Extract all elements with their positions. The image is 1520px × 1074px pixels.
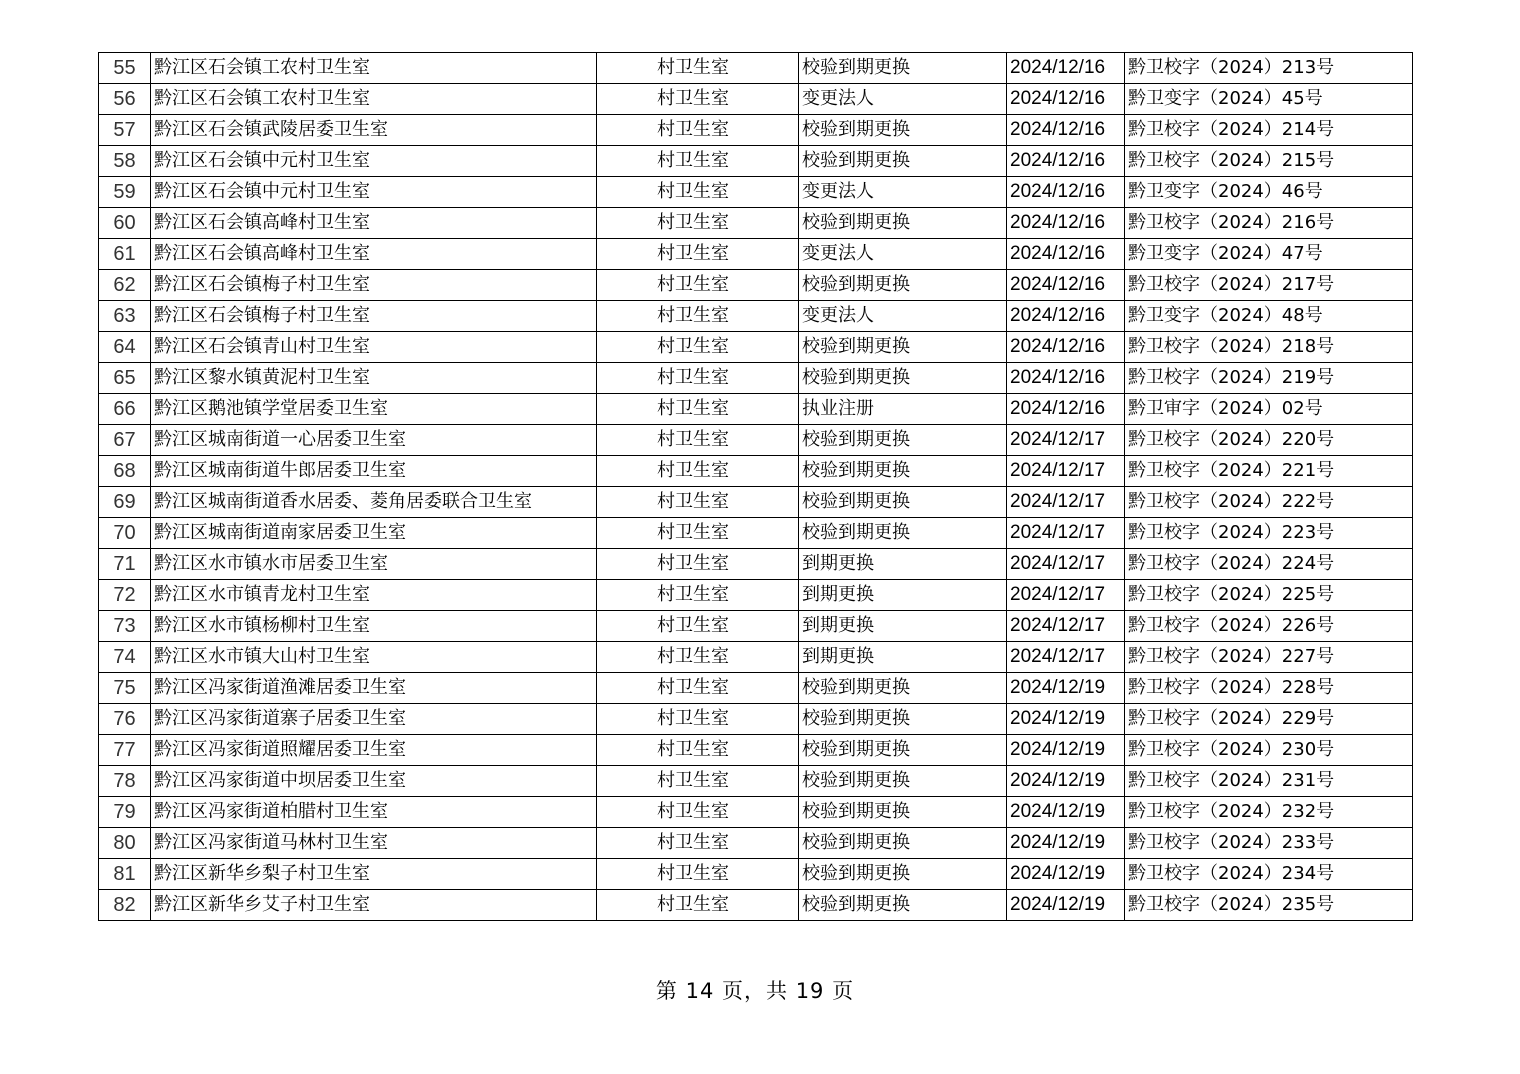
license-item-cell: 变更法人	[799, 177, 1007, 208]
document-number-cell: 黔卫校字（2024）235号	[1125, 890, 1413, 921]
facility-type-cell: 村卫生室	[597, 611, 799, 642]
approval-date-cell: 2024/12/19	[1007, 766, 1125, 797]
row-number-cell: 81	[99, 859, 151, 890]
facility-type-cell: 村卫生室	[597, 580, 799, 611]
license-item-cell: 执业注册	[799, 394, 1007, 425]
license-item-cell: 校验到期更换	[799, 859, 1007, 890]
facility-name-cell: 黔江区水市镇杨柳村卫生室	[151, 611, 597, 642]
license-item-cell: 校验到期更换	[799, 828, 1007, 859]
license-item-cell: 变更法人	[799, 301, 1007, 332]
facility-type-cell: 村卫生室	[597, 456, 799, 487]
document-number-cell: 黔卫校字（2024）223号	[1125, 518, 1413, 549]
table-row	[99, 239, 1413, 270]
facility-name-cell: 黔江区冯家街道寨子居委卫生室	[151, 704, 597, 735]
document-number-cell: 黔卫校字（2024）232号	[1125, 797, 1413, 828]
facility-type-cell: 村卫生室	[597, 394, 799, 425]
row-number-cell: 70	[99, 518, 151, 549]
document-number-cell: 黔卫校字（2024）216号	[1125, 208, 1413, 239]
approval-date-cell: 2024/12/16	[1007, 301, 1125, 332]
facility-type-cell: 村卫生室	[597, 828, 799, 859]
table-row	[99, 115, 1413, 146]
document-number-cell: 黔卫校字（2024）228号	[1125, 673, 1413, 704]
table-row	[99, 611, 1413, 642]
facility-name-cell: 黔江区石会镇梅子村卫生室	[151, 270, 597, 301]
facility-name-cell: 黔江区新华乡艾子村卫生室	[151, 890, 597, 921]
license-item-cell: 校验到期更换	[799, 890, 1007, 921]
document-number-cell: 黔卫变字（2024）46号	[1125, 177, 1413, 208]
facility-name-cell: 黔江区石会镇高峰村卫生室	[151, 239, 597, 270]
facility-name-cell: 黔江区冯家街道马林村卫生室	[151, 828, 597, 859]
facility-name-cell: 黔江区冯家街道渔滩居委卫生室	[151, 673, 597, 704]
license-item-cell: 变更法人	[799, 84, 1007, 115]
facility-type-cell: 村卫生室	[597, 363, 799, 394]
approval-date-cell: 2024/12/17	[1007, 456, 1125, 487]
license-item-cell: 校验到期更换	[799, 704, 1007, 735]
facility-type-cell: 村卫生室	[597, 704, 799, 735]
table-row	[99, 456, 1413, 487]
license-item-cell: 校验到期更换	[799, 425, 1007, 456]
table-row	[99, 518, 1413, 549]
records-table-body	[99, 53, 1413, 921]
footer-current-page: 14	[685, 979, 715, 1003]
table-row	[99, 146, 1413, 177]
table-row	[99, 177, 1413, 208]
document-number-cell: 黔卫校字（2024）230号	[1125, 735, 1413, 766]
license-item-cell: 校验到期更换	[799, 487, 1007, 518]
document-number-cell: 黔卫校字（2024）214号	[1125, 115, 1413, 146]
records-table	[98, 52, 1413, 921]
license-item-cell: 校验到期更换	[799, 363, 1007, 394]
table-row	[99, 301, 1413, 332]
document-number-cell: 黔卫校字（2024）225号	[1125, 580, 1413, 611]
facility-type-cell: 村卫生室	[597, 146, 799, 177]
approval-date-cell: 2024/12/16	[1007, 363, 1125, 394]
footer-middle: 页，共	[722, 979, 788, 1003]
facility-name-cell: 黔江区黎水镇黄泥村卫生室	[151, 363, 597, 394]
document-number-cell: 黔卫校字（2024）231号	[1125, 766, 1413, 797]
table-row	[99, 828, 1413, 859]
approval-date-cell: 2024/12/17	[1007, 642, 1125, 673]
row-number-cell: 60	[99, 208, 151, 239]
license-item-cell: 校验到期更换	[799, 797, 1007, 828]
document-number-cell: 黔卫校字（2024）218号	[1125, 332, 1413, 363]
facility-type-cell: 村卫生室	[597, 115, 799, 146]
document-number-cell: 黔卫校字（2024）213号	[1125, 53, 1413, 84]
license-item-cell: 校验到期更换	[799, 208, 1007, 239]
license-item-cell: 校验到期更换	[799, 673, 1007, 704]
facility-type-cell: 村卫生室	[597, 239, 799, 270]
row-number-cell: 71	[99, 549, 151, 580]
row-number-cell: 75	[99, 673, 151, 704]
approval-date-cell: 2024/12/16	[1007, 208, 1125, 239]
license-item-cell: 校验到期更换	[799, 115, 1007, 146]
row-number-cell: 62	[99, 270, 151, 301]
footer-total-pages: 19	[795, 979, 825, 1003]
footer-suffix: 页	[832, 979, 855, 1003]
document-number-cell: 黔卫变字（2024）47号	[1125, 239, 1413, 270]
license-item-cell: 校验到期更换	[799, 735, 1007, 766]
table-row	[99, 425, 1413, 456]
row-number-cell: 69	[99, 487, 151, 518]
facility-type-cell: 村卫生室	[597, 797, 799, 828]
facility-name-cell: 黔江区城南街道一心居委卫生室	[151, 425, 597, 456]
facility-type-cell: 村卫生室	[597, 735, 799, 766]
row-number-cell: 73	[99, 611, 151, 642]
document-number-cell: 黔卫校字（2024）221号	[1125, 456, 1413, 487]
facility-name-cell: 黔江区石会镇中元村卫生室	[151, 177, 597, 208]
facility-type-cell: 村卫生室	[597, 53, 799, 84]
table-row	[99, 549, 1413, 580]
table-row	[99, 673, 1413, 704]
facility-name-cell: 黔江区城南街道南家居委卫生室	[151, 518, 597, 549]
table-row	[99, 84, 1413, 115]
row-number-cell: 66	[99, 394, 151, 425]
row-number-cell: 76	[99, 704, 151, 735]
document-number-cell: 黔卫变字（2024）48号	[1125, 301, 1413, 332]
row-number-cell: 64	[99, 332, 151, 363]
approval-date-cell: 2024/12/16	[1007, 53, 1125, 84]
approval-date-cell: 2024/12/16	[1007, 270, 1125, 301]
document-number-cell: 黔卫校字（2024）224号	[1125, 549, 1413, 580]
row-number-cell: 58	[99, 146, 151, 177]
row-number-cell: 82	[99, 890, 151, 921]
table-row	[99, 642, 1413, 673]
row-number-cell: 61	[99, 239, 151, 270]
facility-name-cell: 黔江区水市镇大山村卫生室	[151, 642, 597, 673]
table-row	[99, 890, 1413, 921]
table-row	[99, 363, 1413, 394]
facility-name-cell: 黔江区石会镇高峰村卫生室	[151, 208, 597, 239]
facility-name-cell: 黔江区石会镇中元村卫生室	[151, 146, 597, 177]
row-number-cell: 67	[99, 425, 151, 456]
approval-date-cell: 2024/12/16	[1007, 394, 1125, 425]
license-item-cell: 校验到期更换	[799, 146, 1007, 177]
approval-date-cell: 2024/12/16	[1007, 84, 1125, 115]
facility-name-cell: 黔江区冯家街道照耀居委卫生室	[151, 735, 597, 766]
license-item-cell: 校验到期更换	[799, 518, 1007, 549]
document-number-cell: 黔卫校字（2024）215号	[1125, 146, 1413, 177]
table-row	[99, 859, 1413, 890]
facility-type-cell: 村卫生室	[597, 177, 799, 208]
facility-name-cell: 黔江区新华乡梨子村卫生室	[151, 859, 597, 890]
approval-date-cell: 2024/12/19	[1007, 735, 1125, 766]
facility-type-cell: 村卫生室	[597, 332, 799, 363]
table-row	[99, 487, 1413, 518]
license-item-cell: 到期更换	[799, 580, 1007, 611]
facility-name-cell: 黔江区水市镇青龙村卫生室	[151, 580, 597, 611]
row-number-cell: 77	[99, 735, 151, 766]
facility-name-cell: 黔江区冯家街道柏腊村卫生室	[151, 797, 597, 828]
document-number-cell: 黔卫校字（2024）229号	[1125, 704, 1413, 735]
facility-name-cell: 黔江区冯家街道中坝居委卫生室	[151, 766, 597, 797]
approval-date-cell: 2024/12/17	[1007, 425, 1125, 456]
license-item-cell: 校验到期更换	[799, 53, 1007, 84]
approval-date-cell: 2024/12/19	[1007, 797, 1125, 828]
facility-name-cell: 黔江区石会镇梅子村卫生室	[151, 301, 597, 332]
facility-name-cell: 黔江区城南街道牛郎居委卫生室	[151, 456, 597, 487]
document-number-cell: 黔卫校字（2024）233号	[1125, 828, 1413, 859]
facility-type-cell: 村卫生室	[597, 84, 799, 115]
approval-date-cell: 2024/12/19	[1007, 859, 1125, 890]
document-number-cell: 黔卫校字（2024）219号	[1125, 363, 1413, 394]
row-number-cell: 65	[99, 363, 151, 394]
document-number-cell: 黔卫校字（2024）226号	[1125, 611, 1413, 642]
table-row	[99, 332, 1413, 363]
approval-date-cell: 2024/12/17	[1007, 580, 1125, 611]
row-number-cell: 56	[99, 84, 151, 115]
approval-date-cell: 2024/12/16	[1007, 177, 1125, 208]
row-number-cell: 79	[99, 797, 151, 828]
table-row	[99, 735, 1413, 766]
license-item-cell: 变更法人	[799, 239, 1007, 270]
document-number-cell: 黔卫校字（2024）227号	[1125, 642, 1413, 673]
approval-date-cell: 2024/12/16	[1007, 146, 1125, 177]
row-number-cell: 80	[99, 828, 151, 859]
row-number-cell: 68	[99, 456, 151, 487]
table-row	[99, 208, 1413, 239]
facility-type-cell: 村卫生室	[597, 673, 799, 704]
approval-date-cell: 2024/12/17	[1007, 549, 1125, 580]
license-item-cell: 校验到期更换	[799, 456, 1007, 487]
facility-type-cell: 村卫生室	[597, 549, 799, 580]
document-number-cell: 黔卫变字（2024）45号	[1125, 84, 1413, 115]
approval-date-cell: 2024/12/19	[1007, 890, 1125, 921]
license-item-cell: 校验到期更换	[799, 270, 1007, 301]
table-row	[99, 704, 1413, 735]
document-number-cell: 黔卫校字（2024）217号	[1125, 270, 1413, 301]
table-row	[99, 766, 1413, 797]
facility-type-cell: 村卫生室	[597, 301, 799, 332]
approval-date-cell: 2024/12/17	[1007, 518, 1125, 549]
license-item-cell: 校验到期更换	[799, 766, 1007, 797]
facility-name-cell: 黔江区水市镇水市居委卫生室	[151, 549, 597, 580]
approval-date-cell: 2024/12/16	[1007, 115, 1125, 146]
facility-name-cell: 黔江区石会镇工农村卫生室	[151, 53, 597, 84]
facility-name-cell: 黔江区城南街道香水居委、菱角居委联合卫生室	[151, 487, 597, 518]
row-number-cell: 72	[99, 580, 151, 611]
table-row	[99, 580, 1413, 611]
facility-type-cell: 村卫生室	[597, 642, 799, 673]
document-number-cell: 黔卫校字（2024）220号	[1125, 425, 1413, 456]
row-number-cell: 63	[99, 301, 151, 332]
document-number-cell: 黔卫校字（2024）222号	[1125, 487, 1413, 518]
facility-name-cell: 黔江区石会镇青山村卫生室	[151, 332, 597, 363]
row-number-cell: 78	[99, 766, 151, 797]
approval-date-cell: 2024/12/17	[1007, 487, 1125, 518]
facility-name-cell: 黔江区石会镇武陵居委卫生室	[151, 115, 597, 146]
row-number-cell: 59	[99, 177, 151, 208]
facility-type-cell: 村卫生室	[597, 766, 799, 797]
approval-date-cell: 2024/12/17	[1007, 611, 1125, 642]
facility-type-cell: 村卫生室	[597, 425, 799, 456]
table-row	[99, 394, 1413, 425]
license-item-cell: 到期更换	[799, 611, 1007, 642]
facility-type-cell: 村卫生室	[597, 208, 799, 239]
footer-prefix: 第	[655, 979, 678, 1003]
table-row	[99, 270, 1413, 301]
approval-date-cell: 2024/12/19	[1007, 828, 1125, 859]
facility-type-cell: 村卫生室	[597, 890, 799, 921]
facility-type-cell: 村卫生室	[597, 270, 799, 301]
table-row	[99, 53, 1413, 84]
document-number-cell: 黔卫审字（2024）02号	[1125, 394, 1413, 425]
facility-type-cell: 村卫生室	[597, 487, 799, 518]
license-item-cell: 校验到期更换	[799, 332, 1007, 363]
facility-name-cell: 黔江区石会镇工农村卫生室	[151, 84, 597, 115]
row-number-cell: 55	[99, 53, 151, 84]
document-number-cell: 黔卫校字（2024）234号	[1125, 859, 1413, 890]
row-number-cell: 57	[99, 115, 151, 146]
facility-type-cell: 村卫生室	[597, 859, 799, 890]
page-footer	[0, 976, 1510, 1006]
table-row	[99, 797, 1413, 828]
approval-date-cell: 2024/12/16	[1007, 239, 1125, 270]
license-item-cell: 到期更换	[799, 549, 1007, 580]
approval-date-cell: 2024/12/19	[1007, 704, 1125, 735]
license-item-cell: 到期更换	[799, 642, 1007, 673]
row-number-cell: 74	[99, 642, 151, 673]
approval-date-cell: 2024/12/19	[1007, 673, 1125, 704]
approval-date-cell: 2024/12/16	[1007, 332, 1125, 363]
facility-name-cell: 黔江区鹅池镇学堂居委卫生室	[151, 394, 597, 425]
facility-type-cell: 村卫生室	[597, 518, 799, 549]
